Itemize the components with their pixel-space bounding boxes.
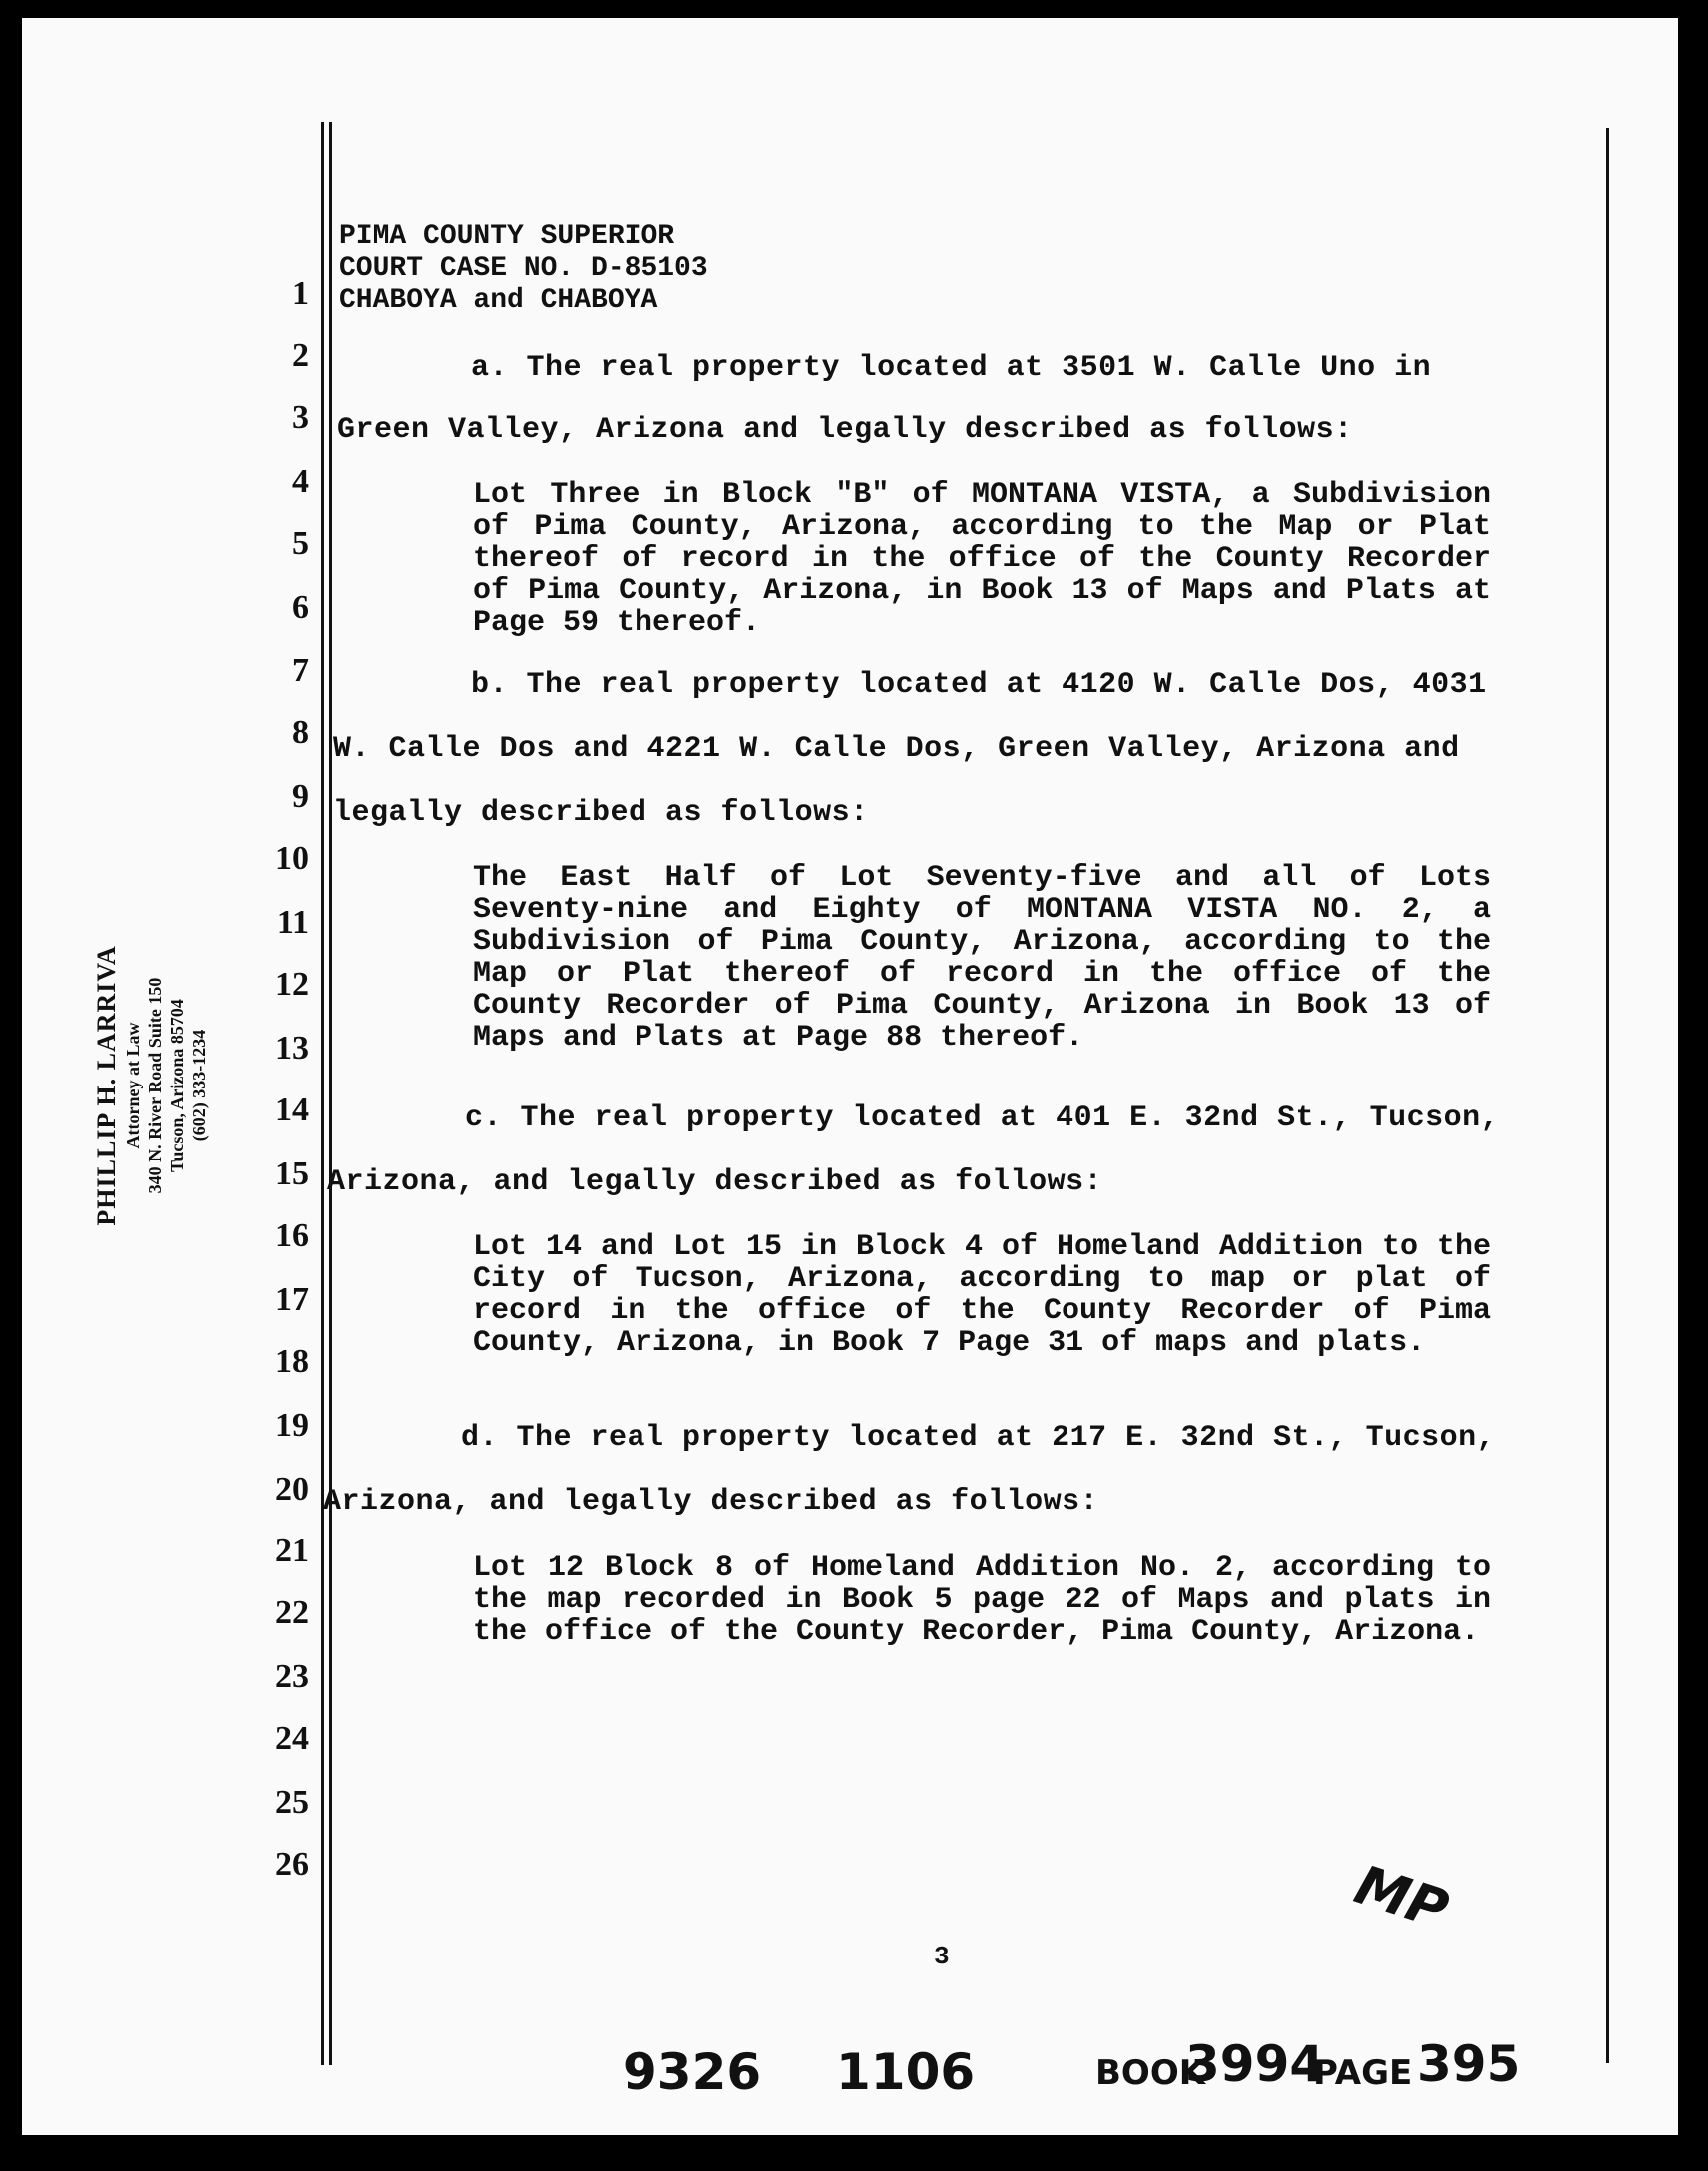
- handwritten-initials: MP: [1347, 1853, 1456, 1942]
- line-number: 10: [275, 840, 309, 877]
- line-number: 12: [275, 966, 309, 1003]
- line-number: 4: [292, 463, 309, 500]
- line-number: 9: [292, 778, 309, 815]
- line-number: 19: [275, 1407, 309, 1444]
- line-number: 25: [275, 1784, 309, 1821]
- case-number: COURT CASE NO. D-85103: [339, 253, 708, 284]
- recording-page-number: 395: [1417, 2035, 1521, 2093]
- line-number: 5: [292, 525, 309, 562]
- line-number: 8: [292, 714, 309, 751]
- legal-description-b: The East Half of Lot Seventy-five and all of Lots Seventy-nine and Eighty of MONTANA VISTA NO. 2, a Subdivision of Pima County, Arizona, according to the Map or Plat thereof of record in the office of the County Recorder of Pima County, Arizona in Book 13 of Maps and Plats at Page 88 thereof.: [473, 861, 1491, 1055]
- line-number: 26: [275, 1846, 309, 1883]
- paragraph-d-line-1: d. The real property located at 217 E. 32nd St., Tucson,: [461, 1421, 1495, 1455]
- paragraph-b-line-2: W. Calle Dos and 4221 W. Calle Dos, Green Valley, Arizona and: [333, 732, 1460, 766]
- legal-description-d: Lot 12 Block 8 of Homeland Addition No. 2, according to the map recorded in Book 5 page 22 of Maps and plats in the office of the County Recorder, Pima County, Arizona.: [473, 1551, 1491, 1649]
- right-margin-rule: [1606, 128, 1609, 2063]
- line-number: 18: [275, 1343, 309, 1380]
- legal-description-a: Lot Three in Block "B" of MONTANA VISTA, a Subdivision of Pima County, Arizona, according to the Map or Plat thereof of record in the office of the County Recorder of Pima County, Arizona, in Book 13 of Maps and Plats at Page 59 thereof.: [473, 478, 1491, 640]
- line-number: 1: [292, 275, 309, 312]
- line-number: 2: [292, 337, 309, 374]
- line-number: 13: [275, 1030, 309, 1067]
- document-page: [22, 18, 1678, 2135]
- line-number: 14: [275, 1091, 309, 1128]
- attorney-address: 340 N. River Road Suite 150: [145, 977, 165, 1194]
- line-number: 20: [275, 1471, 309, 1508]
- line-number: 23: [275, 1658, 309, 1695]
- line-number: 17: [275, 1281, 309, 1318]
- paragraph-a-line-2: Green Valley, Arizona and legally described as follows:: [337, 413, 1353, 447]
- paragraph-d-line-2: Arizona, and legally described as follows:: [323, 1485, 1099, 1519]
- line-number: 21: [275, 1532, 309, 1569]
- paragraph-c-line-2: Arizona, and legally described as follows:: [327, 1165, 1103, 1199]
- recording-document-number: 9326: [623, 2043, 762, 2101]
- paragraph-b-line-1: b. The real property located at 4120 W. Calle Dos, 4031: [471, 668, 1487, 702]
- book-label: BOOK: [1095, 2053, 1206, 2093]
- line-number: 11: [276, 904, 309, 941]
- recording-sequence-number: 1106: [836, 2043, 976, 2101]
- book-number: 3994: [1185, 2035, 1325, 2093]
- attorney-name: PHILLIP H. LARRIVA: [92, 945, 121, 1226]
- line-number: 15: [275, 1155, 309, 1192]
- paragraph-c-line-1: c. The real property located at 401 E. 32nd St., Tucson,: [465, 1101, 1499, 1135]
- attorney-title: Attorney at Law: [123, 1022, 143, 1149]
- paragraph-b-line-3: legally described as follows:: [333, 796, 869, 830]
- line-number: 6: [292, 589, 309, 626]
- page-number: 3: [934, 1942, 951, 1971]
- paragraph-a-line-1: a. The real property located at 3501 W. Calle Uno in: [471, 351, 1432, 385]
- court-name: PIMA COUNTY SUPERIOR: [339, 221, 675, 252]
- case-parties: CHABOYA and CHABOYA: [339, 285, 658, 316]
- line-number: 22: [275, 1594, 309, 1631]
- page-label: PAGE: [1313, 2053, 1413, 2093]
- line-number: 16: [275, 1217, 309, 1254]
- line-number: 7: [292, 652, 309, 689]
- line-number: 24: [275, 1720, 309, 1757]
- attorney-city: Tucson, Arizona 85704: [167, 999, 187, 1172]
- legal-description-c: Lot 14 and Lot 15 in Block 4 of Homeland Addition to the City of Tucson, Arizona, according to map or plat of record in the office of the County Recorder of Pima County, Arizona, in Book 7 Page 31 of maps and plats.: [473, 1230, 1491, 1360]
- attorney-phone: (602) 333-1234: [189, 1029, 209, 1142]
- line-number: 3: [292, 399, 309, 436]
